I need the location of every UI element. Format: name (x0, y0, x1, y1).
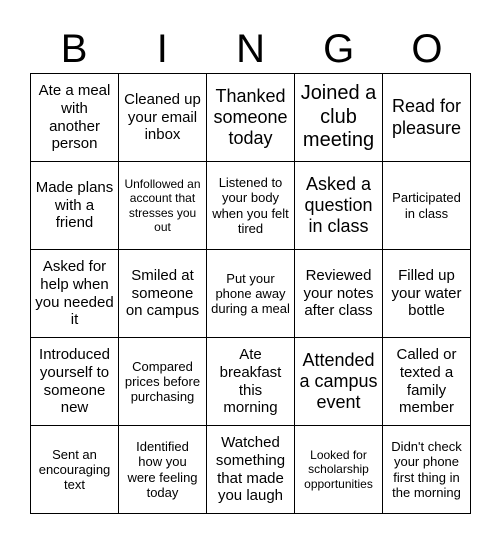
bingo-cell-r1c2[interactable]: Cleaned up your email inbox (119, 74, 207, 162)
bingo-cell-r1c5[interactable]: Read for pleasure (383, 74, 471, 162)
bingo-cell-r5c4[interactable]: Looked for scholarship opportunities (295, 426, 383, 514)
bingo-cell-r3c5[interactable]: Filled up your water bottle (383, 250, 471, 338)
bingo-cell-r5c3[interactable]: Watched something that made you laugh (207, 426, 295, 514)
bingo-cell-r4c3[interactable]: Ate breakfast this morning (207, 338, 295, 426)
bingo-cell-r2c4[interactable]: Asked a question in class (295, 162, 383, 250)
bingo-cell-r5c2[interactable]: Identified how you were feeling today (119, 426, 207, 514)
bingo-cell-r5c5[interactable]: Didn't check your phone first thing in the morning (383, 426, 471, 514)
bingo-cell-r2c1[interactable]: Made plans with a friend (31, 162, 119, 250)
bingo-cell-r2c5[interactable]: Participated in class (383, 162, 471, 250)
bingo-cell-r1c3[interactable]: Thanked someone today (207, 74, 295, 162)
header-letter-o: O (411, 27, 443, 71)
header-letter-g: G (323, 27, 355, 71)
header-letter-b: B (60, 27, 88, 71)
bingo-cell-r4c4[interactable]: Attended a campus event (295, 338, 383, 426)
bingo-cell-r3c3[interactable]: Put your phone away during a meal (207, 250, 295, 338)
header-letter-n: N (236, 27, 265, 71)
bingo-cell-r3c4[interactable]: Reviewed your notes after class (295, 250, 383, 338)
bingo-cell-r3c2[interactable]: Smiled at someone on campus (119, 250, 207, 338)
bingo-cell-r1c4[interactable]: Joined a club meeting (295, 74, 383, 162)
bingo-cell-r2c2[interactable]: Unfollowed an account that stresses you out (119, 162, 207, 250)
bingo-header (30, 26, 471, 72)
bingo-cell-r4c5[interactable]: Called or texted a family member (383, 338, 471, 426)
bingo-grid (30, 73, 471, 514)
bingo-cell-r5c1[interactable]: Sent an encouraging text (31, 426, 119, 514)
bingo-cell-r1c1[interactable]: Ate a meal with another person (31, 74, 119, 162)
bingo-cell-r4c2[interactable]: Compared prices before purchasing (119, 338, 207, 426)
bingo-cell-r3c1[interactable]: Asked for help when you needed it (31, 250, 119, 338)
header-letter-i: I (156, 27, 168, 71)
bingo-cell-r4c1[interactable]: Introduced yourself to someone new (31, 338, 119, 426)
bingo-cell-r2c3[interactable]: Listened to your body when you felt tired (207, 162, 295, 250)
